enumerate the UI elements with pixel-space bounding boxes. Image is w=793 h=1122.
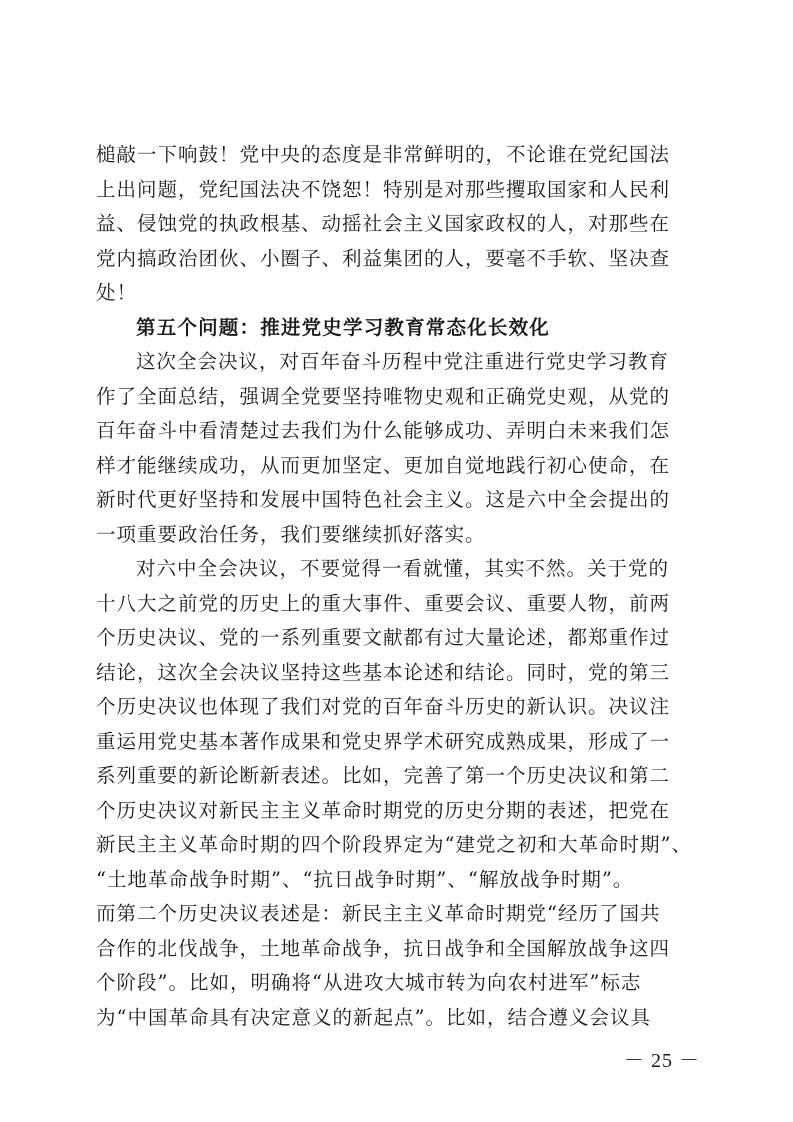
text-line: 处！: [96, 281, 138, 304]
text-line: 个历史决议对新民主主义革命时期党的历史分期的表述，把党在: [96, 798, 671, 822]
text-line: 党内搞政治团伙、小圈子、利益集团的人，要毫不手软、坚决查: [96, 246, 671, 270]
text-line: 为“中国革命具有决定意义的新起点”。比如，结合遵义会议具: [96, 1005, 651, 1029]
text-line: 百年奋斗中看清楚过去我们为什么能够成功、弄明白未来我们怎: [96, 419, 671, 442]
text-line: 益、侵蚀党的执政根基、动摇社会主义国家政权的人，对那些在: [96, 212, 671, 235]
text-line: 合作的北伐战争，土地革命战争，抗日战争和全国解放战争这四: [96, 936, 671, 960]
text-line: 结论，这次全会决议坚持这些基本论述和结论。同时，党的第三: [96, 660, 671, 684]
paragraph-first-line: 这次全会决议，对百年奋斗历程中党注重进行党史学习教育: [136, 350, 670, 373]
section-heading: 第五个问题：推进党史学习教育常态化长效化: [136, 315, 551, 339]
text-line: 一项重要政治任务，我们要继续抓好落实。: [96, 522, 486, 546]
page-number: － 25 －: [624, 1050, 700, 1072]
text-line: 个阶段”。比如，明确将“从进攻大城市转为向农村进军”标志: [96, 971, 642, 994]
text-line: “土地革命战争时期”、“抗日战争时期”、“解放战争时期”。: [96, 867, 634, 891]
text-line: 个历史决议、党的一系列重要文献都有过大量论述，都郑重作过: [96, 626, 671, 649]
paragraph-first-line: 对六中全会决议，不要觉得一看就懂，其实不然。关于党的: [136, 557, 670, 580]
text-line: 新时代更好坚持和发展中国特色社会主义。这是六中全会提出的: [96, 488, 671, 511]
text-line: 样才能继续成功，从而更加坚定、更加自觉地践行初心使命，在: [96, 453, 671, 477]
text-line: 重运用党史基本著作成果和党史界学术研究成熟成果，形成了一: [96, 729, 671, 753]
text-line: 个历史决议也体现了我们对党的百年奋斗历史的新认识。决议注: [96, 695, 671, 718]
text-line: 新民主主义革命时期的四个阶段界定为“建党之初和大革命时期”、: [96, 833, 692, 856]
text-line: 十八大之前党的历史上的重大事件、重要会议、重要人物，前两: [96, 591, 671, 615]
text-line: 而第二个历史决议表述是：新民主主义革命时期党“经历了国共: [96, 902, 661, 925]
text-line: 系列重要的新论断新表述。比如，完善了第一个历史决议和第二: [96, 764, 671, 787]
text-line: 槌敲一下响鼓！党中央的态度是非常鲜明的，不论谁在党纪国法: [96, 143, 671, 166]
text-line: 上出问题，党纪国法决不饶恕！特别是对那些攫取国家和人民利: [96, 177, 671, 201]
body-text: [96, 138, 698, 1035]
text-line: 作了全面总结，强调全党要坚持唯物史观和正确党史观，从党的: [96, 384, 671, 408]
